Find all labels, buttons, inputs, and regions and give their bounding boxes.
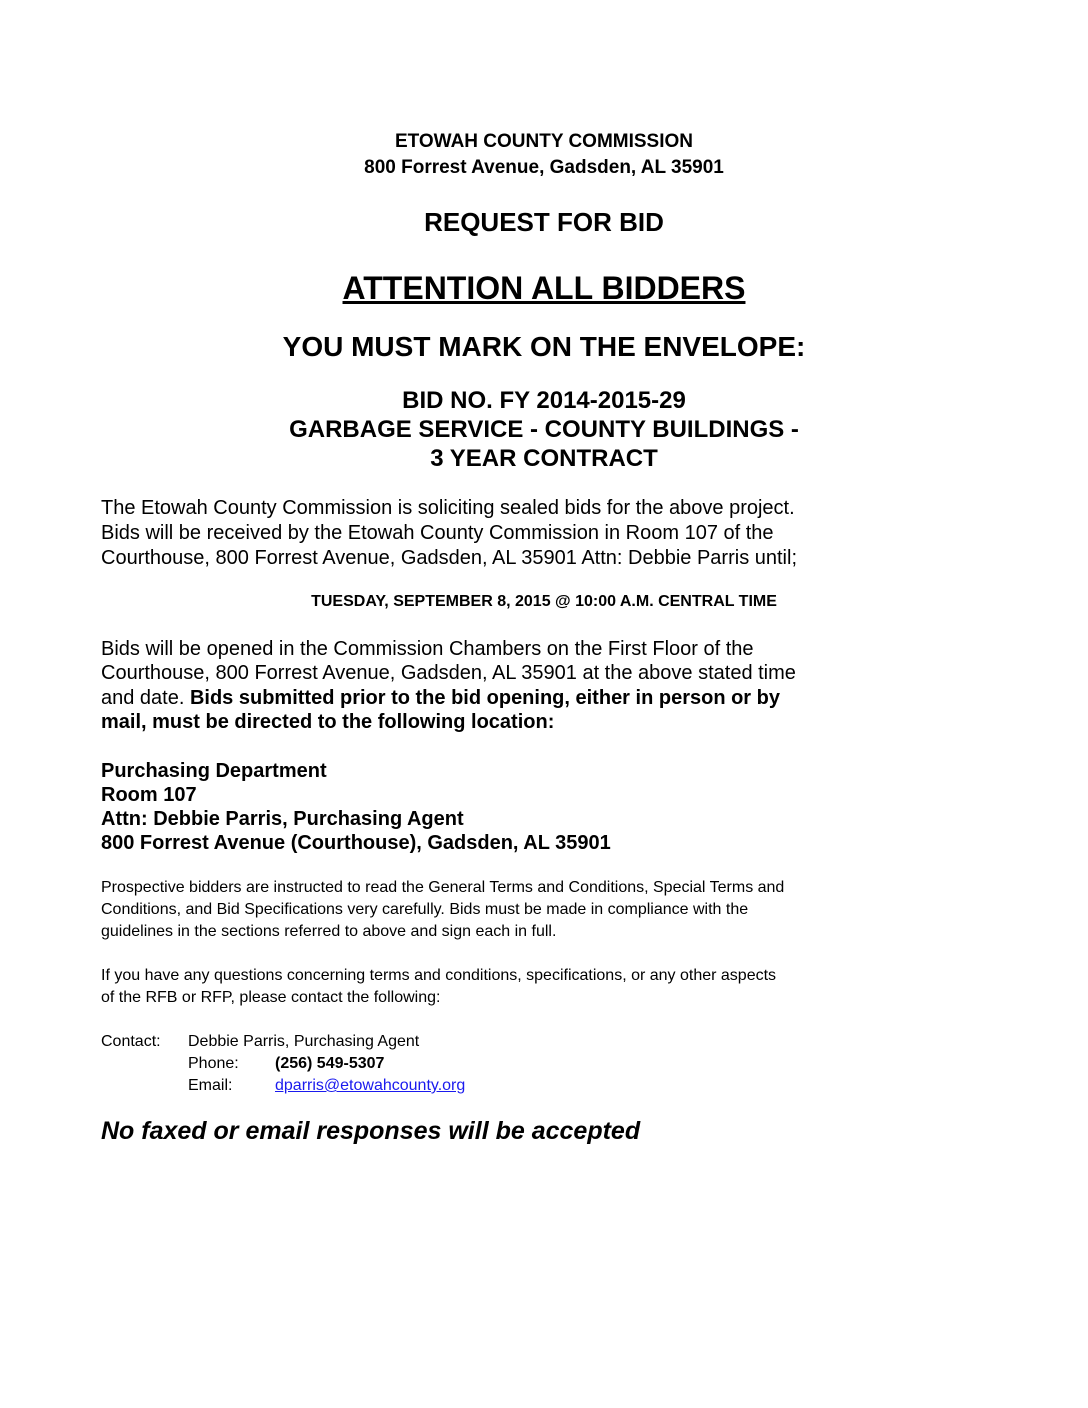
intro-line1: The Etowah County Commission is soliciting sealed bids for the above project. xyxy=(101,497,795,519)
opening-line4: mail, must be directed to the following location: xyxy=(101,711,555,733)
email-label: Email: xyxy=(188,1077,233,1094)
questions-line2: of the RFB or RFP, please contact the following: xyxy=(101,989,441,1006)
opening-line3-plain: and date. xyxy=(101,687,190,709)
request-title: REQUEST FOR BID xyxy=(424,207,664,237)
bid-title-line2: 3 YEAR CONTRACT xyxy=(430,445,658,472)
no-fax-notice: No faxed or email responses will be accepted xyxy=(101,1117,641,1145)
phone-number: (256) 549-5307 xyxy=(275,1055,385,1072)
location-room: Room 107 xyxy=(101,784,197,806)
location-attn: Attn: Debbie Parris, Purchasing Agent xyxy=(101,808,464,830)
opening-line2: Courthouse, 800 Forrest Avenue, Gadsden, AL 35901 at the above stated time xyxy=(101,662,796,684)
opening-line1: Bids will be opened in the Commission Chambers on the First Floor of the xyxy=(101,638,754,660)
opening-line3 xyxy=(101,686,780,711)
instructions-line2: Conditions, and Bid Specifications very carefully. Bids must be made in compliance with the xyxy=(101,901,749,918)
instructions-line1: Prospective bidders are instructed to read the General Terms and Conditions, Special Terms and xyxy=(101,879,785,896)
questions-line1: If you have any questions concerning terms and conditions, specifications, or any other aspects xyxy=(101,967,777,984)
bid-title-line1: GARBAGE SERVICE - COUNTY BUILDINGS - xyxy=(289,416,799,443)
opening-line3-bold: Bids submitted prior to the bid opening, either in person or by xyxy=(189,687,780,709)
intro-line3: Courthouse, 800 Forrest Avenue, Gadsden, AL 35901 Attn: Debbie Parris until; xyxy=(101,547,797,569)
intro-line2: Bids will be received by the Etowah County Commission in Room 107 of the xyxy=(101,522,774,544)
phone-label: Phone: xyxy=(188,1055,239,1072)
location-address: 800 Forrest Avenue (Courthouse), Gadsden, AL 35901 xyxy=(101,832,611,854)
attention-heading: ATTENTION ALL BIDDERS xyxy=(342,270,746,306)
bid-number: BID NO. FY 2014-2015-29 xyxy=(402,387,686,414)
email-link[interactable]: dparris@etowahcounty.org xyxy=(275,1077,466,1094)
deadline: TUESDAY, SEPTEMBER 8, 2015 @ 10:00 A.M. CENTRAL TIME xyxy=(311,593,777,610)
contact-name: Debbie Parris, Purchasing Agent xyxy=(188,1033,420,1050)
mark-envelope-heading: YOU MUST MARK ON THE ENVELOPE: xyxy=(282,331,806,362)
contact-label: Contact: xyxy=(101,1033,161,1050)
location-dept: Purchasing Department xyxy=(101,760,327,782)
org-name: ETOWAH COUNTY COMMISSION xyxy=(394,131,694,152)
instructions-line3: guidelines in the sections referred to above and sign each in full. xyxy=(101,923,557,940)
org-address: 800 Forrest Avenue, Gadsden, AL 35901 xyxy=(364,157,724,178)
